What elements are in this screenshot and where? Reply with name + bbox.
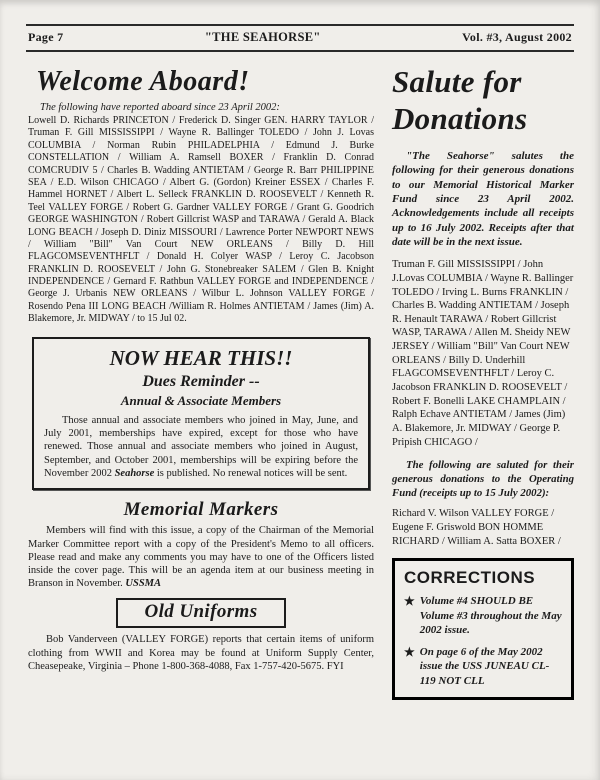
dues-reminder-subtitle: Dues Reminder -- [142, 372, 260, 390]
marker-fund-donor-list: Truman F. Gill MISSISSIPPI / John J.Lovas COLUMBIA / Wayne R. Ballinger TOLEDO / Irving L. Burns FRANKLIN / Charles B. Wadding ANTIETAM / Joseph R. Henault TARAWA / Robert Gillcrist WASP, TARAWA / Allen M. Sheidy NEW JERSEY / William "Bill" Van Court NEW ORLEANS / Billy D. Underhill FLAGCOMSEVENTHFLT / Leroy C. Jacobson FRANKLIN D. ROOSEVELT / Robert F. Bonelli LAKE CHAMPLAIN / Ralph Echave ANTIETAM / James (Jim) A. Blakemore, Jr. MIDWAY / George P. Pripish CHICAGO / [392, 259, 574, 448]
old-uniforms-title: Old Uniforms [144, 601, 258, 623]
seahorse-name: Seahorse [114, 467, 155, 479]
right-column [392, 62, 574, 700]
now-hear-this-title: NOW HEAR THIS!! [109, 345, 293, 370]
salute-donations-title: Salute for Donations [392, 64, 528, 136]
old-uniforms-body: Bob Vanderveen (VALLEY FORGE) reports that certain items of uniform clothing from WWII and Korea may be found at Uniform Supply Center, Cheasepeake, Virginia – Phone 1-800-368-4088, Fax 1-757-420-5675. FYI [28, 634, 374, 672]
star-icon: ★ [404, 644, 415, 659]
welcome-intro-text: The following have reported aboard since 23 April 2002: [40, 102, 280, 113]
issue-info: Vol. #3, August 2002 [462, 30, 572, 44]
content-columns [26, 62, 574, 700]
ussma-signature: USSMA [125, 578, 162, 590]
newsletter-title: "THE SEAHORSE" [204, 30, 321, 44]
star-icon: ★ [404, 594, 415, 609]
correction-text: On page 6 of the May 2002 issue the USS JUNEAU CL-119 NOT CLL [419, 645, 550, 687]
memorial-markers-title: Memorial Markers [123, 499, 279, 521]
memorial-markers-body [28, 524, 374, 590]
operating-fund-donor-list: Richard V. Wilson VALLEY FORGE / Eugene F. Griswold BON HOMME RICHARD / William A. Satta BOXER / [392, 508, 561, 547]
dues-reminder-box [32, 337, 370, 491]
annual-associate-subtitle: Annual & Associate Members [120, 392, 282, 408]
masthead [26, 24, 574, 52]
welcome-names-list: Lowell D. Richards PRINCETON / Frederick D. Singer GEN. HARRY TAYLOR / Truman F. Gill MISSISSIPPI / Wayne R. Ballinger TOLEDO / John J. Lovas COLUMBIA / Norman Rubin PHILADELPHIA / Edmund J. Burke CONSTELLATION / William A. Ramsell BOXER / Franklin D. Conrad COMCRUDIV 5 / Charles B. Wadding ANTIETAM / George R. Barr PHILIPPINE SEA / E.D. Wilson CHICAGO / Albert G. (Gordon) Kreiner ESSEX / Charles F. Hammel HORNET / Albert L. Selleck FRANKLIN D. ROOSEVELT / Kenneth R. Teel VALLEY FORGE / Robert G. Gardner VALLEY FORGE / Grant G. Goodrich GEORGE WASHINGTON / Robert Gillcrist WASP and TARAWA / Gerald A. Black LONG BEACH / Joseph D. Diniz MISSOURI / Lawrence Porter NEWPORT NEWS / William "Bill" Van Court NEW ORLEANS / Billy D. Hill FLAGCOMSEVENTHFLT / Donald H. Colyer WASP / Leroy C. Jacobson FRANKLIN D. ROOSEVELT / John G. Stonebreaker SALEM / Glen B. Knight INDEPENDENCE / Gernard F. Rathbun VALLEY FORGE and INDEPENDENCE / George J. Urbanis NEW ORLEANS / Wilbur L. Johnson VALLEY FORGE / Rosendo Pena III LONG BEACH /William R. Holmes ANTIETAM / James (Jim) A. Blakemore, Jr. MIDWAY / to 15 Jul 02. [28, 115, 374, 325]
correction-item [404, 594, 562, 638]
corrections-title: CORRECTIONS [404, 568, 536, 588]
left-column [26, 62, 376, 700]
old-uniforms-title-box [116, 598, 285, 628]
memorial-body-text: Members will find with this issue, a copy of the Chairman of the Memorial Marker Committee report with a copy of the President's Memo to all officers. Please read and make any comments you may have to one of the Officers listed inside the cover page. This will be an agenda item at our business meeting in Branson in November. [28, 525, 374, 590]
correction-item [404, 645, 562, 689]
dues-body-part1: Those annual and associate members who joined in May, June, and July 2001, memberships have expired, except for those who have renewed. Those annual and associate members who joined in August, September, and October 2001, memberships will be expiring before the November 2002 [44, 414, 358, 479]
page-number: Page 7 [28, 30, 64, 44]
welcome-aboard-title: Welcome Aboard! [36, 66, 250, 97]
dues-body-part2: is published. No renewal notices will be sent. [154, 467, 348, 479]
dues-reminder-body [44, 414, 358, 481]
salute-intro-text: "The Seahorse" salutes the following for their generous donations to our Memorial Historical Marker Fund since 23 April 2002. Acknowledgements include all receipts up to 16 July 2002. Receipts after that date will be in the next issue. [392, 150, 574, 248]
operating-fund-intro: The following are saluted for their generous donations to the Operating Fund (receipts up to 15 July 2002): [392, 459, 574, 500]
corrections-box [392, 558, 574, 700]
correction-text: Volume #4 SHOULD BE Volume #3 throughout the May 2002 issue. [419, 595, 562, 637]
